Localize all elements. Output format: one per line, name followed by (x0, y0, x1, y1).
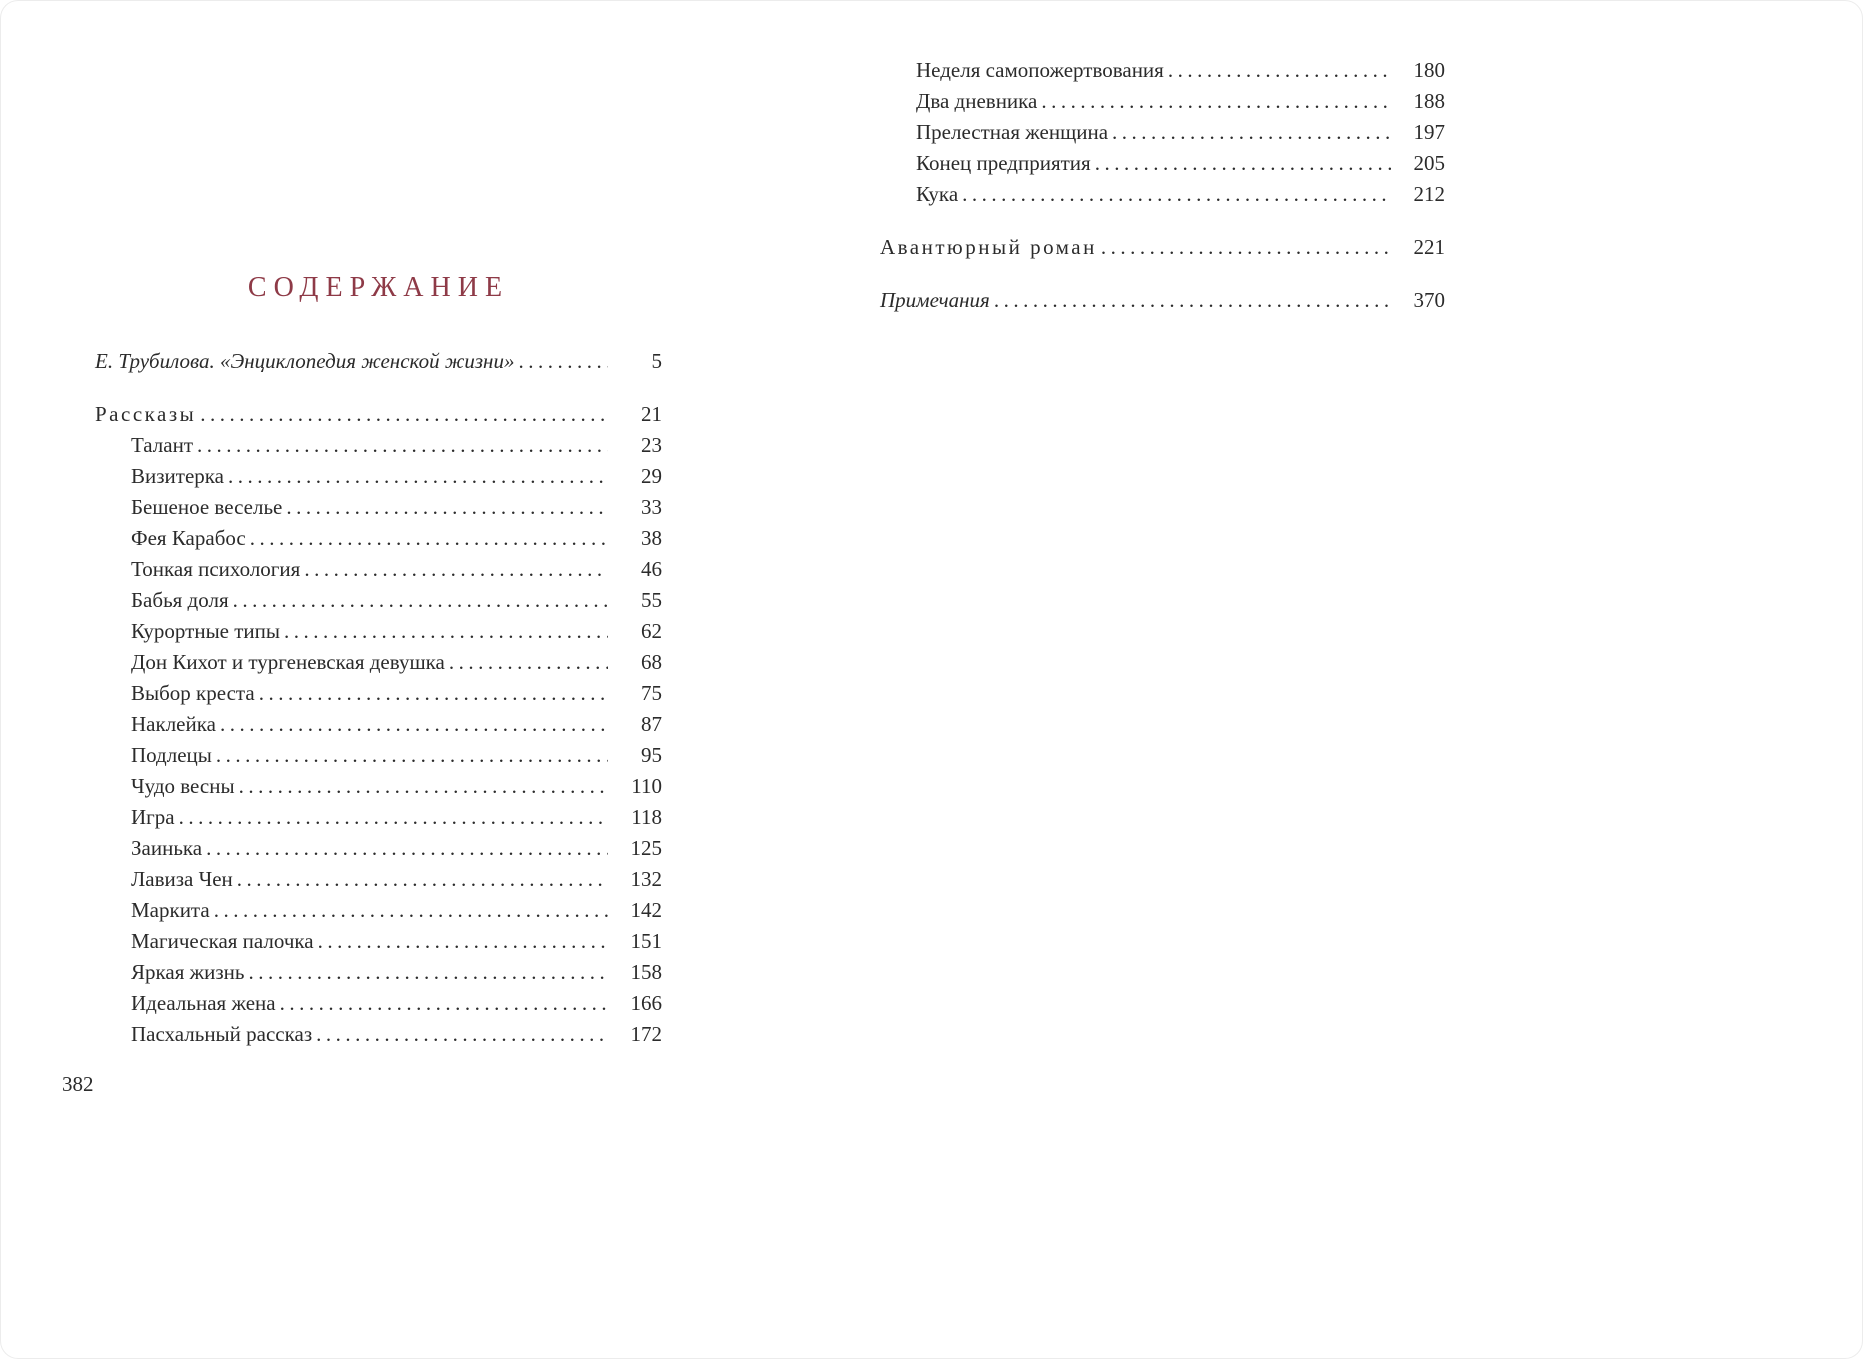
dot-leader (449, 647, 608, 678)
toc-entry-title: Идеальная жена (131, 991, 276, 1015)
dot-leader (200, 399, 608, 430)
toc-left-list (95, 346, 662, 1050)
toc-entry (95, 461, 662, 492)
toc-entry-title: Кука (916, 182, 959, 206)
toc-entry (95, 771, 662, 802)
toc-entry (95, 895, 662, 926)
dot-leader (318, 926, 608, 957)
toc-entry-page: 172 (630, 1022, 662, 1046)
toc-entry-title: Маркита (131, 898, 210, 922)
dot-leader (1101, 232, 1391, 263)
toc-entry-title: Рассказы (95, 402, 197, 426)
toc-entry-page: 166 (630, 991, 662, 1015)
toc-entry-page: 197 (1413, 120, 1445, 144)
toc-entry-title: Фея Карабос (131, 526, 246, 550)
toc-entry (95, 926, 662, 957)
toc-entry-page: 87 (641, 712, 662, 736)
toc-entry-page: 33 (641, 495, 662, 519)
toc-entry-page: 151 (630, 929, 662, 953)
dot-leader (304, 554, 608, 585)
toc-entry-title: Неделя самопожертвования (916, 58, 1164, 82)
dot-leader (233, 585, 608, 616)
dot-leader (962, 179, 1391, 210)
toc-entry (95, 616, 662, 647)
toc-entry-title: Е. Трубилова. «Энциклопедия женской жизни» (95, 349, 515, 373)
dot-leader (1095, 148, 1391, 179)
toc-entry-page: 370 (1413, 288, 1445, 312)
toc-entry-title: Примечания (880, 288, 990, 312)
toc-entry (880, 148, 1445, 179)
toc-entry (95, 988, 662, 1019)
toc-entry-title: Конец предприятия (916, 151, 1091, 175)
toc-entry (95, 647, 662, 678)
dot-leader (248, 957, 608, 988)
page-number: 382 (62, 1072, 94, 1096)
toc-entry (95, 346, 662, 377)
toc-entry-title: Бешеное веселье (131, 495, 283, 519)
toc-right-list (880, 55, 1445, 316)
toc-entry-page: 21 (641, 402, 662, 426)
toc-entry (95, 678, 662, 709)
dot-leader (286, 492, 608, 523)
dot-leader (518, 346, 608, 377)
dot-leader (1168, 55, 1391, 86)
toc-entry (95, 492, 662, 523)
toc-entry (880, 285, 1445, 316)
toc-entry (880, 232, 1445, 263)
toc-entry (95, 709, 662, 740)
toc-entry-page: 205 (1413, 151, 1445, 175)
toc-entry-page: 221 (1413, 235, 1445, 259)
toc-right-column (880, 55, 1445, 316)
toc-entry-page: 62 (641, 619, 662, 643)
toc-entry-title: Бабья доля (131, 588, 229, 612)
toc-entry-title: Заинька (131, 836, 203, 860)
toc-entry-title: Игра (131, 805, 175, 829)
toc-entry-title: Талант (131, 433, 194, 457)
toc-entry-page: 23 (641, 433, 662, 457)
toc-entry-title: Два дневника (916, 89, 1038, 113)
toc-entry-page: 38 (641, 526, 662, 550)
toc-entry-title: Дон Кихот и тургеневская девушка (131, 650, 445, 674)
toc-entry (95, 957, 662, 988)
toc-entry-page: 95 (641, 743, 662, 767)
toc-entry-page: 125 (630, 836, 662, 860)
toc-entry-page: 132 (630, 867, 662, 891)
toc-heading: СОДЕРЖАНИЕ (247, 272, 510, 303)
toc-entry (95, 833, 662, 864)
dot-leader (228, 461, 608, 492)
toc-entry (95, 585, 662, 616)
toc-entry-page: 5 (651, 349, 662, 373)
toc-entry (95, 802, 662, 833)
toc-entry-title: Визитерка (131, 464, 224, 488)
dot-leader (206, 833, 608, 864)
dot-leader (1112, 117, 1391, 148)
toc-entry-page: 55 (641, 588, 662, 612)
toc-entry (95, 399, 662, 430)
toc-entry-page: 75 (641, 681, 662, 705)
toc-entry-title: Тонкая психология (131, 557, 301, 581)
toc-entry (95, 523, 662, 554)
dot-leader (239, 771, 608, 802)
toc-entry-title: Яркая жизнь (131, 960, 245, 984)
dot-leader (250, 523, 608, 554)
toc-entry (95, 430, 662, 461)
toc-entry-page: 29 (641, 464, 662, 488)
dot-leader (316, 1019, 608, 1050)
toc-entry-title: Авантюрный роман (880, 235, 1097, 259)
toc-entry (880, 86, 1445, 117)
dot-leader (179, 802, 608, 833)
toc-entry-page: 142 (630, 898, 662, 922)
toc-entry (95, 554, 662, 585)
toc-entry-page: 180 (1413, 58, 1445, 82)
toc-entry-page: 68 (641, 650, 662, 674)
toc-left-column (95, 272, 662, 1050)
toc-entry-page: 188 (1413, 89, 1445, 113)
toc-entry-title: Чудо весны (131, 774, 235, 798)
dot-leader (214, 895, 608, 926)
toc-entry-page: 46 (641, 557, 662, 581)
dot-leader (284, 616, 608, 647)
dot-leader (237, 864, 608, 895)
toc-entry-title: Курортные типы (131, 619, 281, 643)
toc-entry (880, 179, 1445, 210)
toc-entry-title: Подлецы (131, 743, 212, 767)
dot-leader (216, 740, 608, 771)
dot-leader (280, 988, 608, 1019)
toc-entry-title: Лавиза Чен (131, 867, 233, 891)
dot-leader (259, 678, 608, 709)
toc-entry-page: 158 (630, 960, 662, 984)
dot-leader (197, 430, 608, 461)
toc-entry (880, 117, 1445, 148)
toc-entry-title: Прелестная женщина (916, 120, 1109, 144)
toc-entry (880, 55, 1445, 86)
toc-entry (95, 740, 662, 771)
toc-entry-title: Выбор креста (131, 681, 255, 705)
toc-entry-title: Магическая палочка (131, 929, 314, 953)
toc-entry-page: 110 (631, 774, 662, 798)
toc-entry-page: 118 (631, 805, 662, 829)
toc-entry (95, 864, 662, 895)
toc-entry-title: Пасхальный рассказ (131, 1022, 313, 1046)
toc-entry-title: Наклейка (131, 712, 216, 736)
dot-leader (994, 285, 1391, 316)
toc-entry (95, 1019, 662, 1050)
dot-leader (220, 709, 608, 740)
dot-leader (1041, 86, 1391, 117)
toc-entry-page: 212 (1413, 182, 1445, 206)
